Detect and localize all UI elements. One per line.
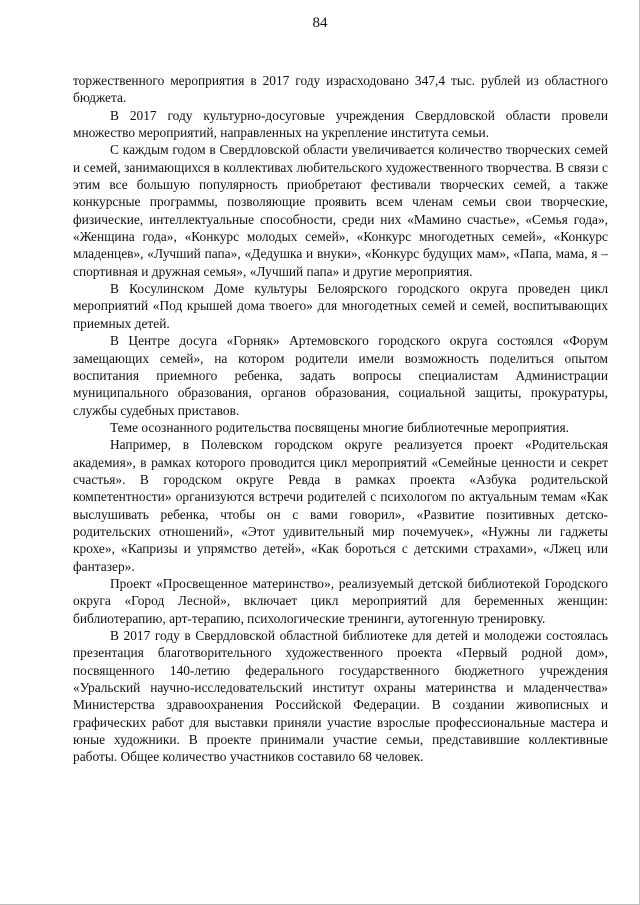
- paragraph-library-events: Теме осознанного родительства посвящены многие библиотечные мероприятия.: [110, 419, 569, 435]
- document-body: [73, 72, 608, 766]
- paragraph-creative-families: С каждым годом в Свердловской области увеличивается количество творческих семей и семей, занимающихся в коллективах любительского художественного творчества. В связи с этим все большую популярность приобретают фестивали творческих семей, а также конкурсные программы, позволяющие проявить всем членам семьи свои творческие, физические, интеллектуальные способности, среди них «Мамино счастье», «Семья года», «Женщина года», «Конкурс молодых семей», «Конкурс многодетных семей», «Конкурс младенцев», «Лучший папа», «Дедушка и внуки», «Конкурс будущих мам», «Папа, мама, я – спортивная и дружная семья», «Лучший папа» и другие мероприятия.: [73, 142, 608, 279]
- paragraph-kosulino-house-of-culture: В Косулинском Доме культуры Белоярского городского округа проведен цикл мероприятий «Под крышей дома твоего» для многодетных семей и семей, воспитывающих приемных детей.: [73, 281, 608, 331]
- paragraph-cultural-institutions: В 2017 году культурно-досуговые учреждения Свердловской области провели множество мероприятий, направленных на укрепление института семьи.: [73, 107, 608, 141]
- paragraph-first-home-project: В 2017 году в Свердловской областной библиотеке для детей и молодежи состоялась презентация благотворительного художественного проекта «Первый родной дом», посвященного 140-летию федерального государственного бюджетного учреждения «Уральский научно-исследовательский институт охраны материнства и младенчества» Министерства здравоохранения Российской Федерации. В создании живописных и графических работ для выставки приняли участие взрослые профессиональные мастера и юные художники. В проекте принимали участие семьи, представившие коллективные работы. Общее количество участников составило 68 человек.: [73, 628, 608, 765]
- paragraph-gornyak-center: В Центре досуга «Горняк» Артемовского городского округа состоялся «Форум замещающих семей», на котором родители имели возможность поделиться опытом воспитания приемного ребенка, задать вопросы специалистам Администрации муниципального образования, органов образования, социальной защиты, прокуратуры, службы судебных приставов.: [73, 333, 608, 418]
- page-number: 84: [312, 15, 328, 31]
- paragraph-enlightened-motherhood: Проект «Просвещенное материнство», реализуемый детской библиотекой Городского округа «Город Лесной», включает цикл мероприятий для беременных женщин: библиотерапию, арт-терапию, психологические тренинги, аутогенную тренировку.: [73, 575, 608, 626]
- paragraph-continuation: торжественного мероприятия в 2017 году израсходовано 347,4 тыс. рублей из областного бюджета.: [73, 73, 608, 106]
- paragraph-parent-academy: Например, в Полевском городском округе реализуется проект «Родительская академия», в рамках которого проводится цикл мероприятий «Семейные ценности и секрет счастья». В городском округе Ревда в рамках проекта «Азбука родительской компетентности» организуются встречи родителей с психологом по актуальным темам «Как выслушивать ребенка, чтобы он с вами говорил», «Развитие позитивных детско-родительских отношений», «Этот удивительный мир почемучек», «Нужны ли гаджеты крохе», «Капризы и упрямство детей», «Как бороться с детскими страхами», «Лжец или фантазер».: [73, 437, 608, 574]
